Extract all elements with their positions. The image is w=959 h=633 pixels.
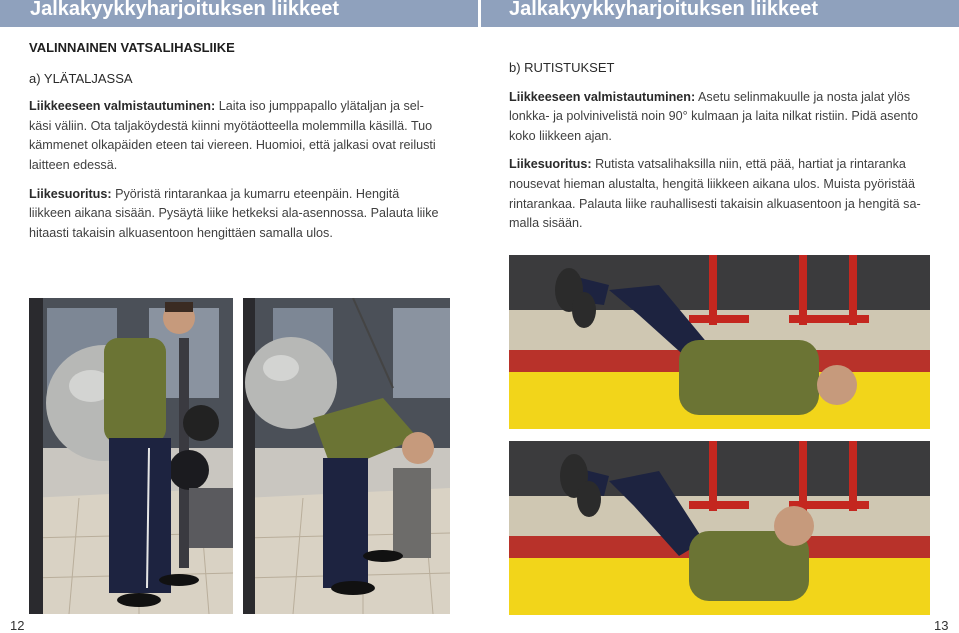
exec-line-b-3: rintarankaa. Palauta liike rauhallisesti takaisin alkuasentoon ja hengitä sa- (509, 196, 921, 211)
section-title: VALINNAINEN VATSALIHASLIIKE (29, 40, 235, 55)
page-number-left: 12 (10, 618, 25, 633)
prep-paragraph-a (29, 97, 454, 175)
prep-line-a-2: käsi väliin. Ota taljaköydestä kiinni myötäotteella molemmilla käsillä. Tuo (29, 118, 433, 133)
header-band-left (0, 0, 478, 27)
left-page-text (29, 38, 454, 243)
exec-label-a: Liikesuoritus: (29, 186, 112, 201)
exec-line-b-1: Rutista vatsalihaksilla niin, että pää, hartiat ja rintaranka (595, 157, 906, 172)
prep-line-a-4: laitteen edessä. (29, 157, 118, 172)
prep-line-b-3: koko liikkeen ajan. (509, 128, 612, 143)
page-number-right: 13 (934, 618, 949, 633)
exec-line-a-1: Pyöristä rintarankaa ja kumarru eteenpäin. Hengitä (115, 186, 400, 201)
photo-crunch-end (509, 441, 930, 615)
photo-cable-crunch-end (243, 298, 450, 614)
header-title-left: Jalkakyykkyharjoituksen liikkeet (30, 0, 340, 20)
right-page-text (509, 58, 934, 234)
prep-line-b-1: Asetu selinmakuulle ja nosta jalat ylös (698, 89, 911, 104)
exec-paragraph-a (29, 185, 454, 244)
prep-line-a-1: Laita iso jumppapallo ylätaljan ja sel- (218, 99, 424, 114)
header-title-right: Jalkakyykkyharjoituksen liikkeet (509, 0, 819, 20)
exec-line-b-2: nousevat hieman alustalta, hengitä liikkeen aikana ulos. Muista pyöristää (509, 176, 916, 191)
exec-line-a-3: hitaasti takaisin alkuasentoon hengittäen samalla ulos. (29, 225, 333, 240)
exec-line-b-4: malla sisään. (509, 216, 583, 231)
exec-line-a-2: liikkeen aikana sisään. Pysäytä liike hetkeksi ala-asennossa. Palauta liike (29, 206, 439, 221)
prep-paragraph-b (509, 88, 934, 147)
prep-line-b-2: lonkka- ja polvinivelistä noin 90° kulmaan ja laita nilkat ristiin. Pidä asento (509, 109, 918, 124)
photo-crunch-start (509, 255, 930, 429)
exec-label-b: Liikesuoritus: (509, 157, 592, 172)
exec-paragraph-b (509, 155, 934, 233)
prep-line-a-3: kämmenet olkapäiden eteen tai viereen. Huomioi, että jalkasi ovat reilusti (29, 138, 436, 153)
photo-cable-crunch-start (29, 298, 233, 614)
header-band-right (481, 0, 959, 27)
subsection-title-a: a) YLÄTALJASSA (29, 70, 133, 86)
prep-label-a: Liikkeeseen valmistautuminen: (29, 99, 216, 114)
subsection-title-b: b) RUTISTUKSET (509, 60, 615, 75)
prep-label-b: Liikkeeseen valmistautuminen: (509, 89, 696, 104)
